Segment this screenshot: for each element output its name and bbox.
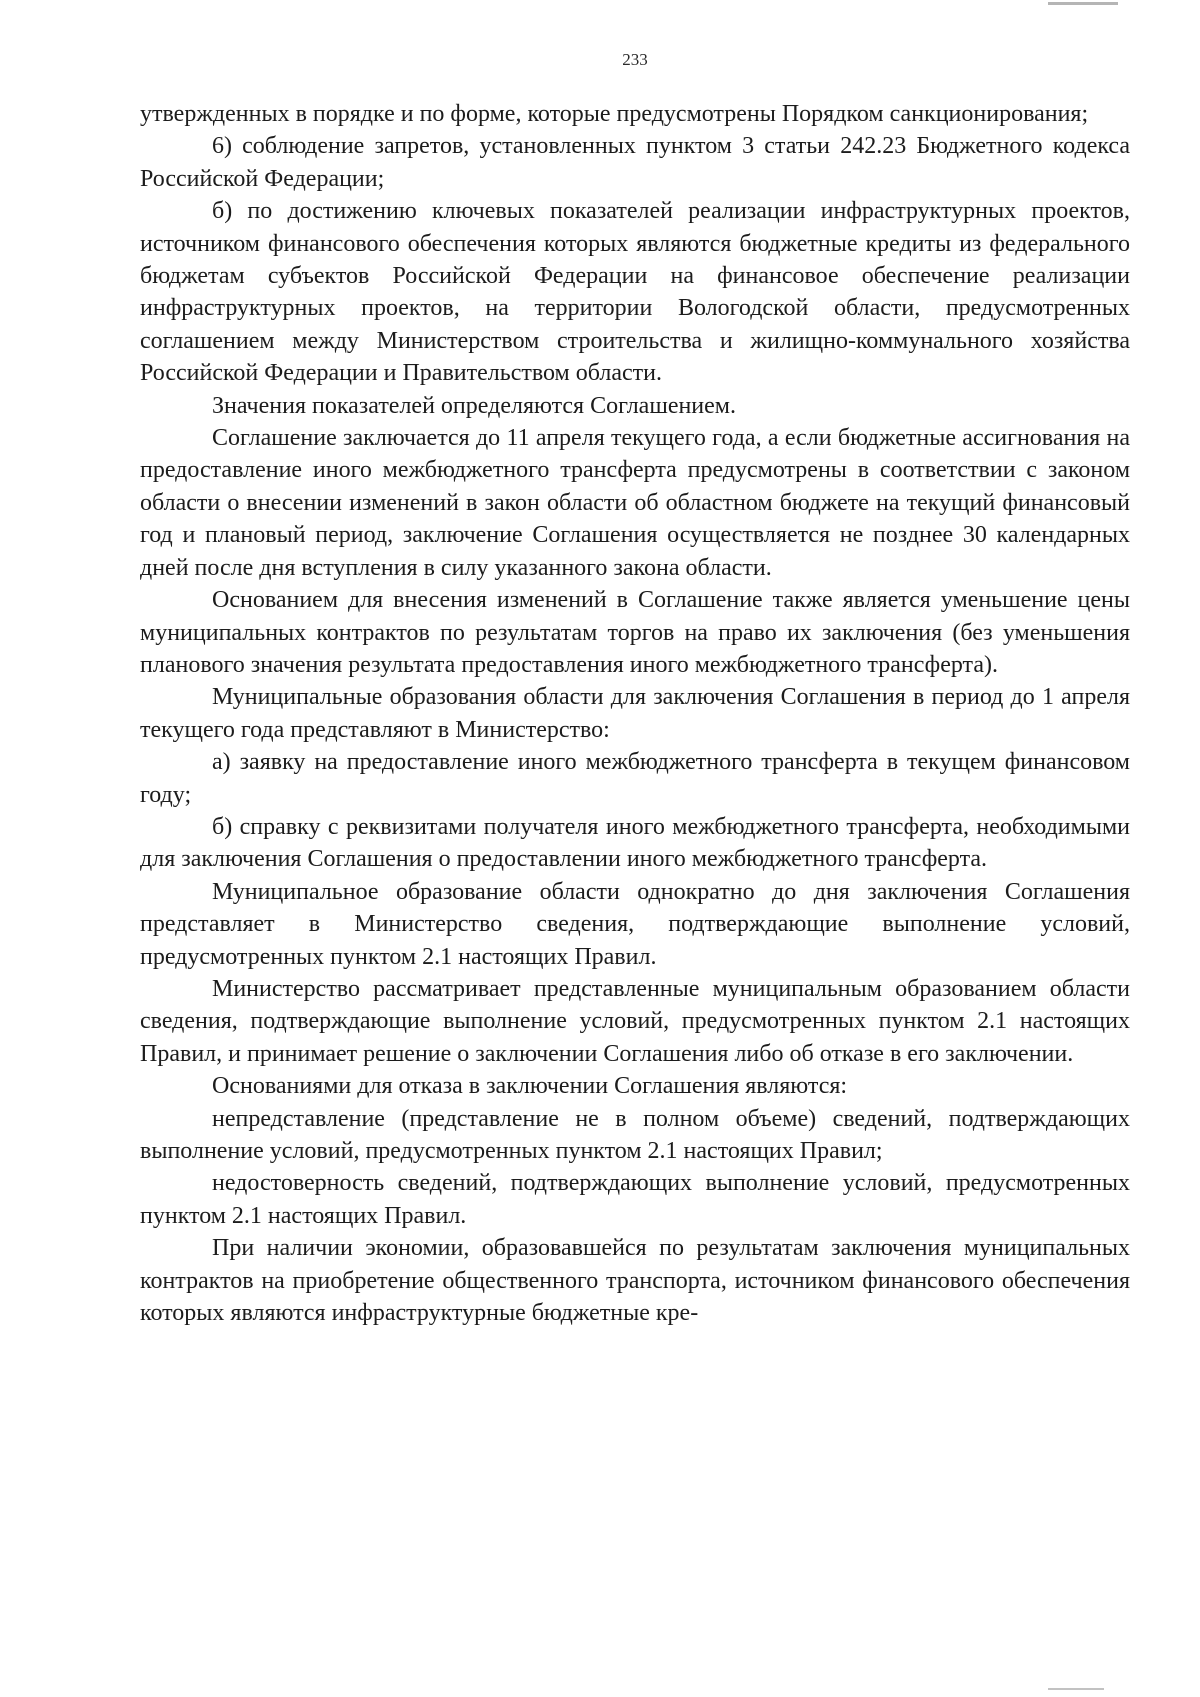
paragraph-10: Муниципальное образование области однократно до дня заключения Соглашения представляет в Министерство сведения, подтверждающие выполнение условий, предусмотренных пунктом 2.1 настоящих Правил.	[140, 878, 1130, 970]
document-body	[140, 98, 1130, 1329]
paragraph-15: При наличии экономии, образовавшейся по результатам заключения муниципальных контрактов на приобретение общественного транспорта, источником финансового обеспечения которых являются инфраструктурные бюджетные кре-	[140, 1235, 1130, 1327]
paragraph-4: Значения показателей определяются Соглашением.	[212, 392, 736, 419]
paragraph-9: б) справку с реквизитами получателя иного межбюджетного трансферта, необходимыми для заключения Соглашения о предоставлении иного межбюджетного трансферта.	[140, 813, 1130, 873]
paragraph-8: а) заявку на предоставление иного межбюджетного трансферта в текущем финансовом году;	[140, 749, 1130, 808]
paragraph-14: недостоверность сведений, подтверждающих выполнение условий, предусмотренных пунктом 2.1 настоящих Правил.	[140, 1170, 1130, 1229]
paragraph-12: Основаниями для отказа в заключении Соглашения являются:	[212, 1073, 848, 1100]
paragraph-13: непредставление (представление не в полном объеме) сведений, подтверждающих выполнение условий, предусмотренных пунктом 2.1 настоящих Правил;	[140, 1105, 1130, 1164]
paragraph-11: Министерство рассматривает представленные муниципальным образованием области сведения, подтверждающие выполнение условий, предусмотренных пунктом 2.1 настоящих Правил, и принимает решение о заключении Соглашения либо об отказе в его заключении.	[140, 975, 1130, 1067]
scan-artifact-bottom	[1048, 1688, 1104, 1690]
paragraph-2: 6) соблюдение запретов, установленных пунктом 3 статьи 242.23 Бюджетного кодекса Российской Федерации;	[140, 133, 1130, 192]
paragraph-7: Муниципальные образования области для заключения Соглашения в период до 1 апреля текущего года представляют в Министерство:	[140, 684, 1130, 743]
paragraph-1: утвержденных в порядке и по форме, которые предусмотрены Порядком санкционирования;	[140, 101, 1089, 127]
paragraph-3: б) по достижению ключевых показателей реализации инфраструктурных проектов, источником финансового обеспечения которых являются бюджетные кредиты из федерального бюджетам субъектов Российской Федерации на финансовое обеспечение реализации инфраструктурных проектов, на территории Вологодской области, предусмотренных соглашением между Министерством строительства и жилищно-коммунального хозяйства Российской Федерации и Правительством области.	[140, 198, 1130, 387]
paragraph-6: Основанием для внесения изменений в Соглашение также является уменьшение цены муниципальных контрактов по результатам торгов на право их заключения (без уменьшения планового значения результата предоставления иного межбюджетного трансферта).	[140, 587, 1130, 678]
paragraph-5: Соглашение заключается до 11 апреля текущего года, а если бюджетные ассигнования на предоставление иного межбюджетного трансферта предусмотрены в соответствии с законом области о внесении изменений в закон области об областном бюджете на текущий финансовый год и плановый период, заключение Соглашения осуществляется не позднее 30 календарных дней после дня вступления в силу указанного закона области.	[140, 425, 1130, 581]
scan-artifact-top	[1048, 2, 1118, 5]
page-number: 233	[622, 50, 648, 69]
